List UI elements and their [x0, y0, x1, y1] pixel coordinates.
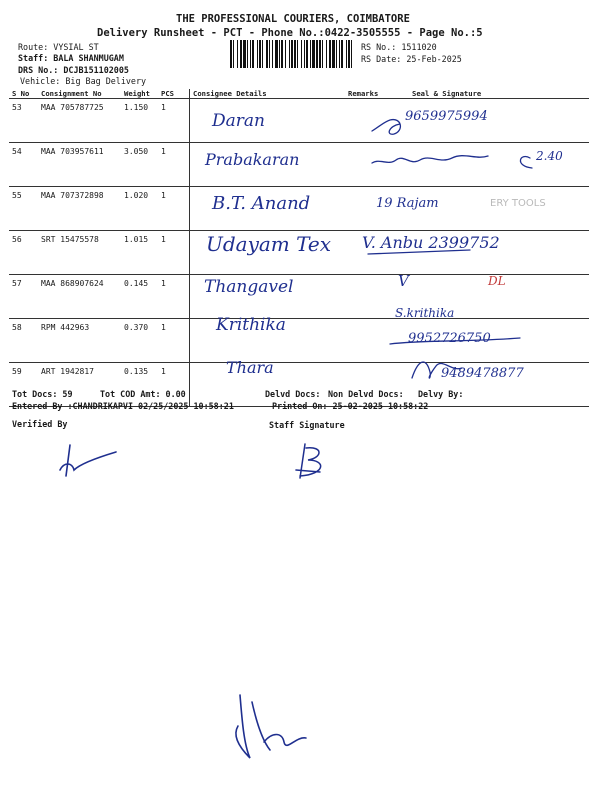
row-weight: 0.135	[121, 363, 158, 407]
runsheet-title: Delivery Runsheet - PCT - Phone No.:0422-3505555 - Page No.:5	[97, 27, 483, 39]
row-consignment: MAA 705787725	[38, 99, 121, 143]
row-sno: 54	[9, 143, 38, 187]
company-title: THE PROFESSIONAL COURIERS, COIMBATORE	[176, 13, 410, 25]
rs-date: RS Date: 25-Feb-2025	[361, 54, 462, 64]
row-weight: 3.050	[121, 143, 158, 187]
row-weight: 0.370	[121, 319, 158, 363]
rs-number: RS No.: 1511020	[361, 42, 437, 52]
row-pcs: 1	[158, 275, 190, 319]
staff-signature-label: Staff Signature	[269, 420, 345, 430]
hw-name: Thangavel	[204, 277, 294, 297]
printed-on: Printed On: 25-02-2025 10:58:22	[272, 401, 429, 411]
row-consignment: RPM 442963	[38, 319, 121, 363]
col-header-pcs: PCS	[158, 89, 190, 99]
faded-stamp: ERY TOOLS	[490, 198, 546, 209]
delivery-by: Delvy By:	[418, 389, 464, 399]
col-header-seal-signature: Seal & Signature	[404, 89, 589, 99]
hw-name: Krithika	[216, 315, 286, 335]
entered-by: Entered By :CHANDRIKAPVI 02/25/2025 10:58:21	[12, 401, 234, 411]
verified-by-label: Verified By	[12, 419, 68, 429]
hw-phone: 9659975994	[405, 109, 488, 124]
row-consignment: SRT 15475578	[38, 231, 121, 275]
col-header-consignment: Consignment No	[38, 89, 121, 99]
row-weight: 1.020	[121, 187, 158, 231]
hw-note: 2.40	[536, 149, 563, 163]
col-header-remarks: Remarks	[345, 89, 404, 99]
row-consignment: MAA 707372898	[38, 187, 121, 231]
row-sno: 58	[9, 319, 38, 363]
hw-phone: 9489478877	[441, 366, 524, 381]
hw-name: Daran	[212, 111, 265, 131]
row-sno: 55	[9, 187, 38, 231]
col-header-sno: S No	[9, 89, 38, 99]
vehicle-label: Vehicle: Big Bag Delivery	[20, 76, 147, 86]
delivered-docs: Delvd Docs:	[265, 389, 321, 399]
hw-name-seal: S.krithika	[395, 306, 455, 320]
row-sno: 53	[9, 99, 38, 143]
row-weight: 1.015	[121, 231, 158, 275]
hw-phone: 9952726750	[408, 331, 491, 346]
hw-seal: 19 Rajam	[376, 196, 439, 211]
row-pcs: 1	[158, 363, 190, 407]
hw-name: Udayam Tex	[206, 232, 332, 256]
row-pcs: 1	[158, 99, 190, 143]
hw-signature: V. Anbu 2399752	[362, 233, 500, 252]
total-cod-amount: Tot COD Amt: 0.00	[100, 389, 186, 399]
row-sno: 57	[9, 275, 38, 319]
hw-name: Prabakaran	[205, 150, 300, 169]
row-consignment: MAA 703957611	[38, 143, 121, 187]
row-pcs: 1	[158, 231, 190, 275]
row-sno: 56	[9, 231, 38, 275]
row-consignment: ART 1942817	[38, 363, 121, 407]
hw-name: B.T. Anand	[212, 193, 311, 214]
total-docs: Tot Docs: 59	[12, 389, 73, 399]
row-sno: 59	[9, 363, 38, 407]
col-header-consignee: Consignee Details	[190, 89, 346, 99]
drs-number: DRS No.: DCJB151102005	[18, 65, 129, 75]
row-pcs: 1	[158, 319, 190, 363]
row-pcs: 1	[158, 187, 190, 231]
row-weight: 0.145	[121, 275, 158, 319]
row-weight: 1.150	[121, 99, 158, 143]
col-header-weight: Weight	[121, 89, 158, 99]
hw-mark: V	[398, 272, 409, 290]
hw-dl: DL	[488, 274, 506, 288]
row-consignment: MAA 868907624	[38, 275, 121, 319]
hw-name: Thara	[226, 358, 274, 377]
non-delivered-docs: Non Delvd Docs:	[328, 389, 404, 399]
route-label: Route: VYSIAL ST	[18, 42, 99, 52]
row-pcs: 1	[158, 143, 190, 187]
staff-label: Staff: BALA SHANMUGAM	[18, 53, 124, 63]
